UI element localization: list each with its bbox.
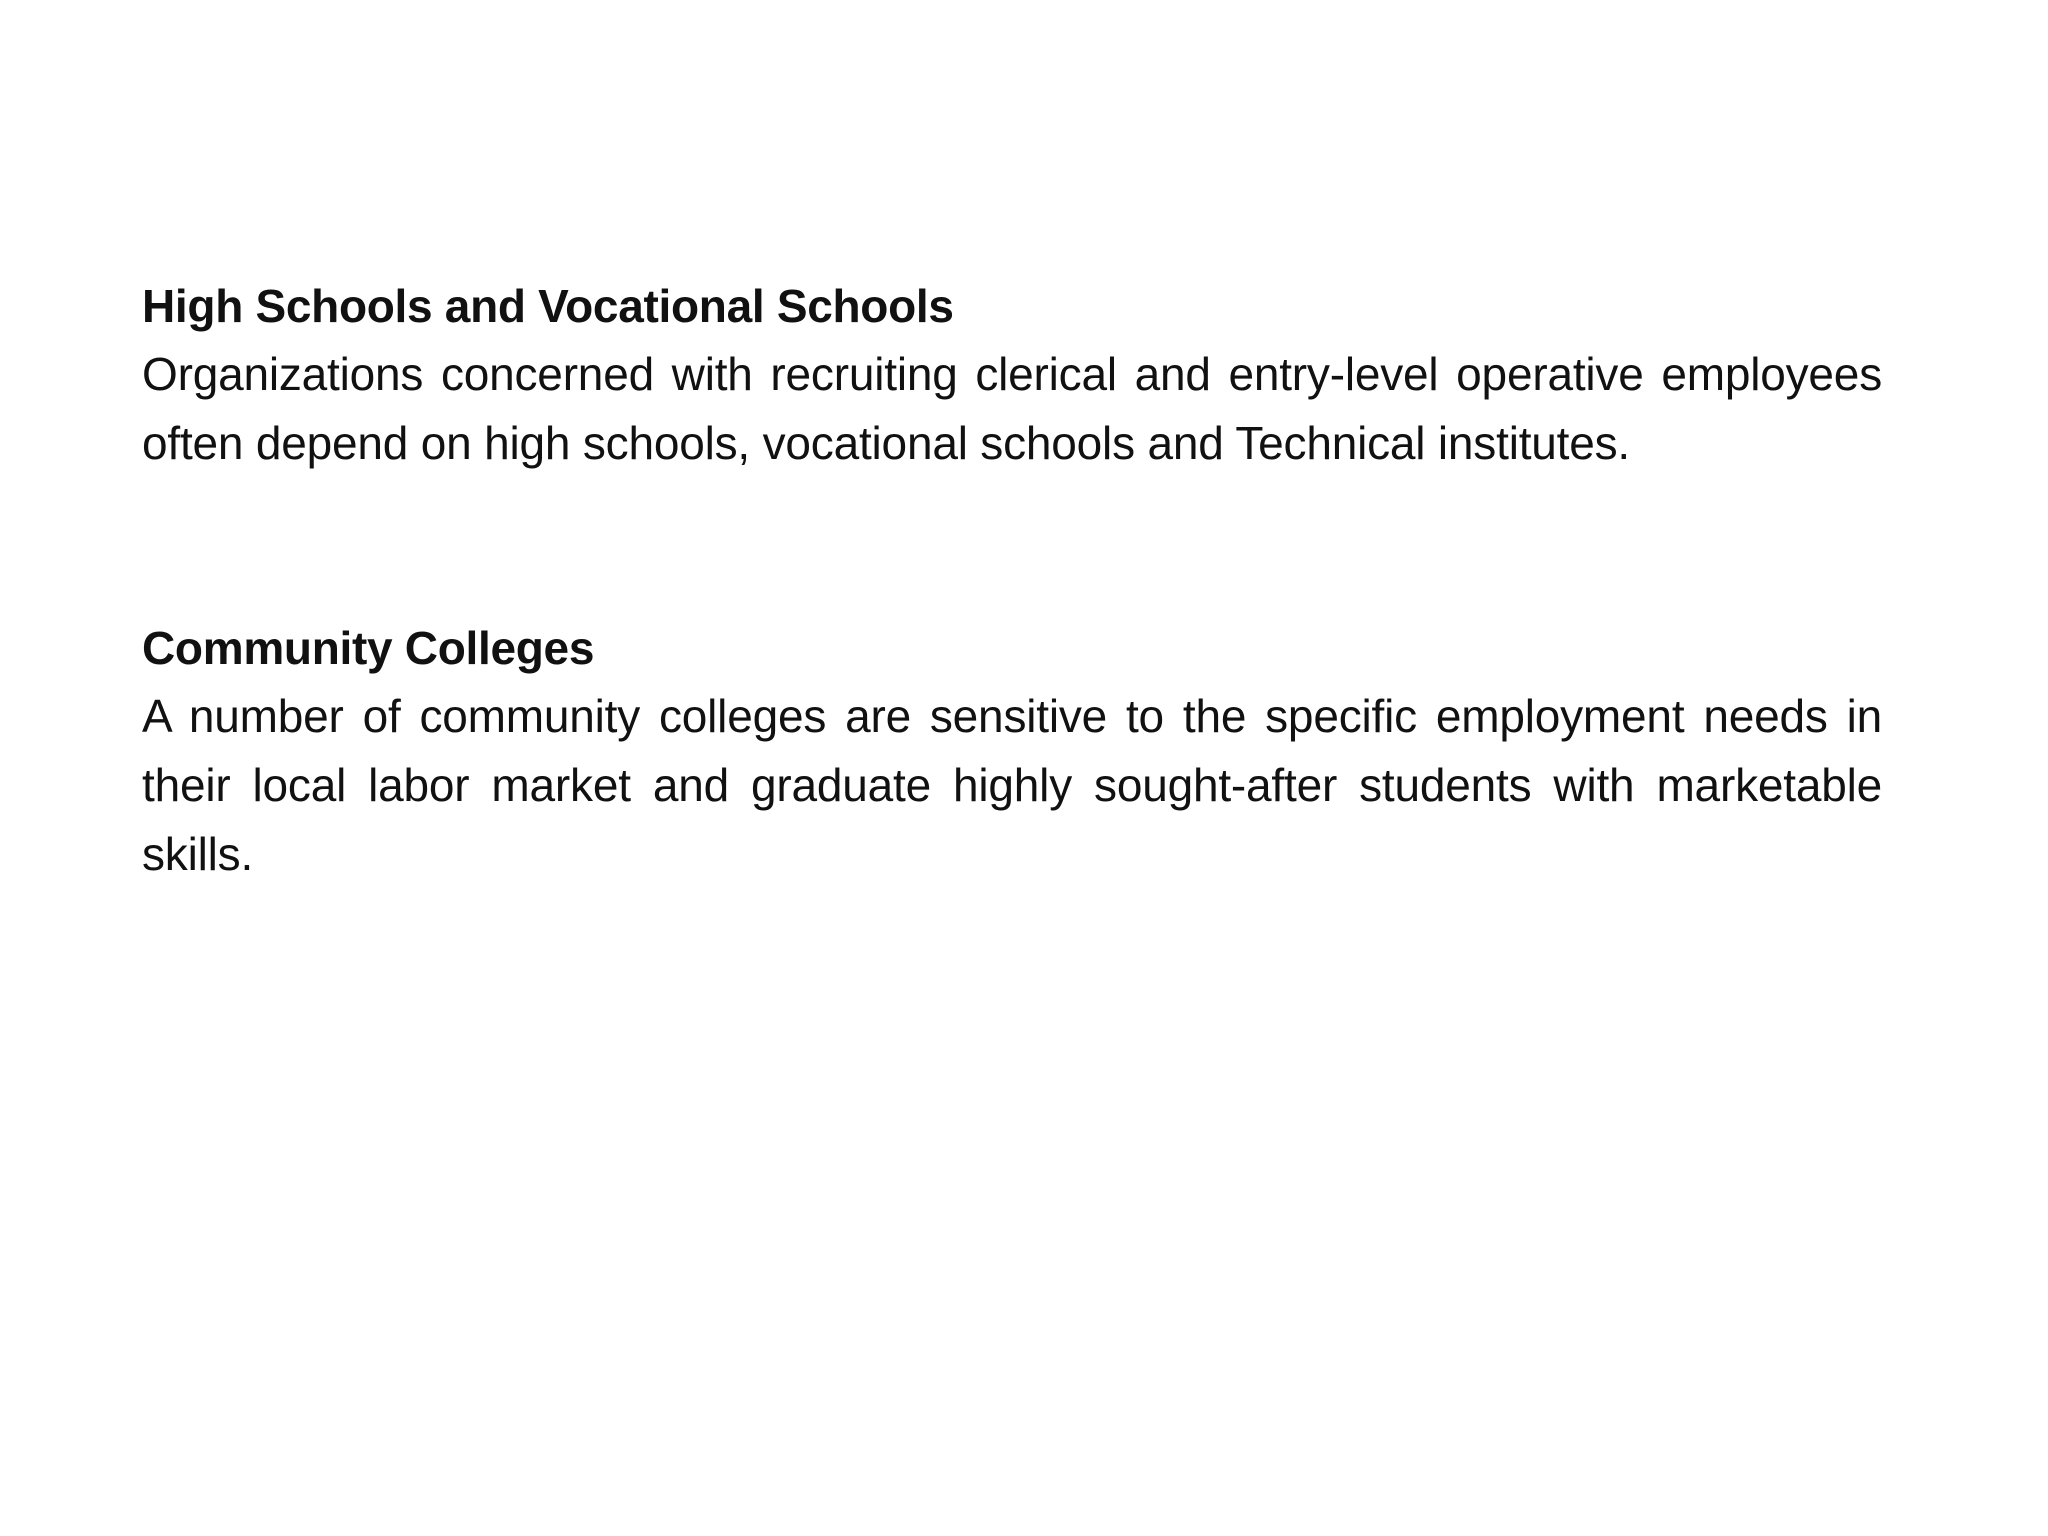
section-heading: Community Colleges: [142, 622, 595, 674]
section-body: A number of community colleges are sensitive to the specific employment needs in their local labor market and graduate highly sought-after students with marketable skills.: [142, 690, 1882, 880]
section-heading: High Schools and Vocational Schools: [142, 280, 954, 332]
section-community-colleges: [142, 614, 1882, 889]
section-high-schools: [142, 272, 1882, 478]
slide-content: [142, 272, 1882, 889]
section-body: Organizations concerned with recruiting clerical and entry-level operative employees often depend on high schools, vocational schools and Technical institutes.: [142, 348, 1882, 469]
